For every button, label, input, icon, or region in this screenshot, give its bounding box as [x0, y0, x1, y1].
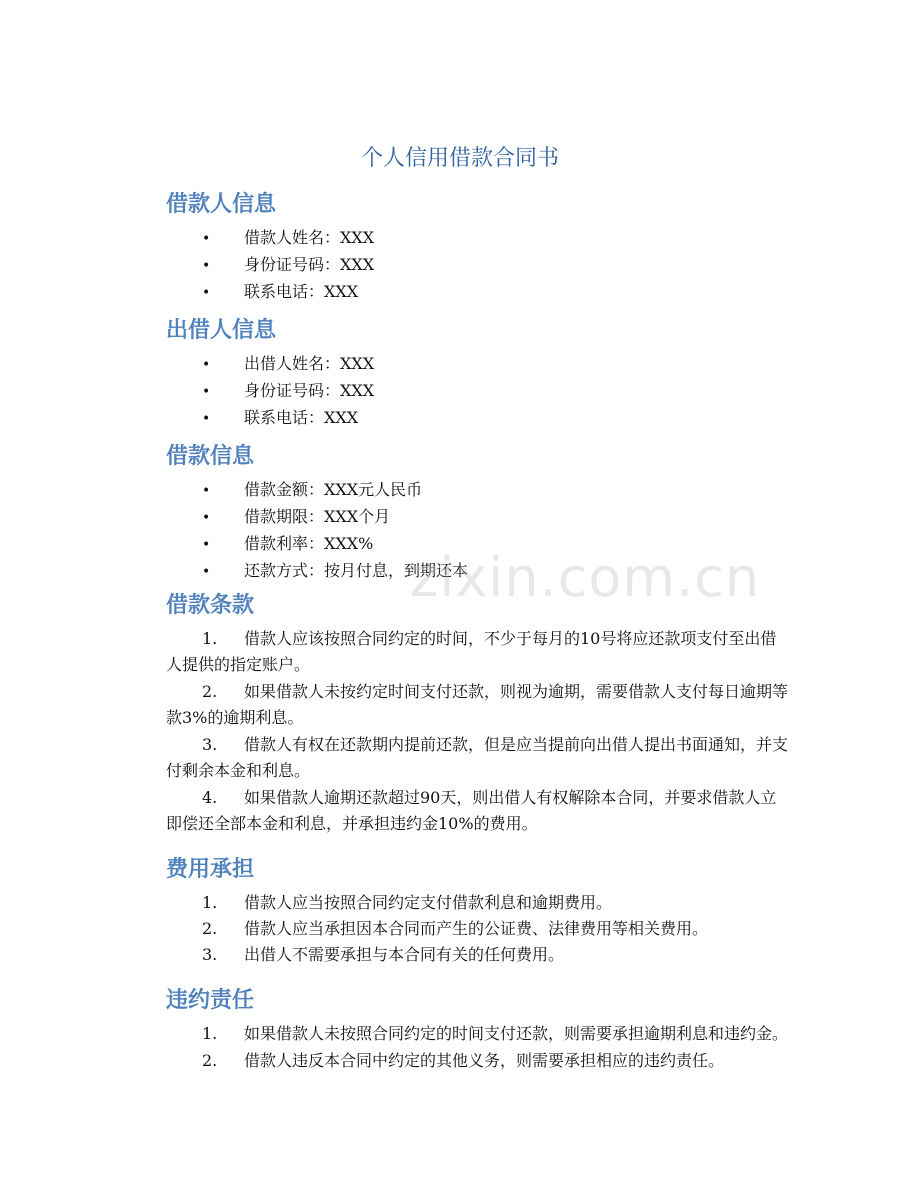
list-item-number: 1.: [202, 629, 218, 648]
list-item: [166, 477, 788, 504]
list-item-text: 出借人姓名：XXX: [244, 354, 375, 373]
borrower-info-section: [166, 190, 788, 306]
lender-info-section: [166, 316, 788, 432]
section-heading-loan: 借款信息: [166, 444, 255, 469]
borrower-info-list: [166, 225, 788, 306]
bullet-icon: •: [202, 564, 211, 580]
list-item-text: 如果借款人未按约定时间支付还款，则视为逾期，需要借款人支付每日逾期等款3%的逾期利息。: [166, 682, 789, 727]
list-item-text: 联系电话：XXX: [244, 408, 359, 427]
list-item-text: 如果借款人未按照合同约定的时间支付还款，则需要承担逾期利息和违约金。: [244, 1024, 789, 1043]
list-item-text: 身份证号码：XXX: [244, 381, 375, 400]
costs-list: [166, 890, 788, 968]
bullet-icon: •: [202, 384, 211, 400]
list-item-text: 借款人姓名：XXX: [244, 228, 375, 247]
document-body: [166, 190, 788, 1084]
list-item-text: 借款期限：XXX个月: [244, 507, 391, 526]
list-item: [166, 890, 788, 916]
list-item: [166, 405, 788, 432]
bullet-icon: •: [202, 231, 211, 247]
list-item: [166, 732, 788, 784]
list-item: [166, 1048, 788, 1074]
list-item-number: 3.: [202, 945, 218, 964]
list-item: [166, 225, 788, 252]
list-item: [166, 785, 788, 837]
list-item-text: 如果借款人逾期还款超过90天，则出借人有权解除本合同，并要求借款人立即偿还全部本金和利息，并承担违约金10%的费用。: [166, 788, 777, 833]
list-item-text: 借款人违反本合同中约定的其他义务，则需要承担相应的违约责任。: [244, 1051, 725, 1070]
section-heading-terms: 借款条款: [166, 593, 255, 618]
bullet-icon: •: [202, 411, 211, 427]
list-item-number: 4.: [202, 788, 218, 807]
list-item-text: 借款金额：XXX元人民币: [244, 480, 423, 499]
liability-list: [166, 1021, 788, 1074]
list-item: [166, 679, 788, 731]
list-item: [166, 504, 788, 531]
list-item-text: 出借人不需要承担与本合同有关的任何费用。: [244, 945, 565, 964]
list-item: [166, 531, 788, 558]
section-heading-liability: 违约责任: [166, 988, 255, 1013]
list-item-text: 还款方式：按月付息，到期还本: [244, 561, 469, 580]
list-item-text: 借款人应该按照合同约定的时间，不少于每月的10号将应还款项支付至出借人提供的指定账户。: [166, 629, 777, 674]
bullet-icon: •: [202, 258, 211, 274]
list-item: [166, 378, 788, 405]
loan-info-list: [166, 477, 788, 585]
bullet-icon: •: [202, 510, 211, 526]
list-item-text: 借款利率：XXX%: [244, 534, 374, 553]
list-item: [166, 626, 788, 678]
list-item: [166, 351, 788, 378]
section-heading-costs: 费用承担: [166, 857, 255, 882]
watermark: zixin.com.cn: [410, 546, 761, 609]
list-item-number: 3.: [202, 735, 218, 754]
bullet-icon: •: [202, 357, 211, 373]
list-item: [166, 252, 788, 279]
list-item-text: 借款人有权在还款期内提前还款，但是应当提前向出借人提出书面通知，并支付剩余本金和利息。: [166, 735, 789, 780]
list-item: [166, 558, 788, 585]
list-item-number: 1.: [202, 893, 218, 912]
list-item-text: 联系电话：XXX: [244, 282, 359, 301]
list-item-number: 2.: [202, 682, 218, 701]
loan-terms-section: [166, 591, 788, 837]
list-item: [166, 1021, 788, 1047]
loan-terms-list: [166, 626, 788, 837]
list-item-text: 借款人应当承担因本合同而产生的公证费、法律费用等相关费用。: [244, 919, 709, 938]
section-heading-lender: 出借人信息: [166, 318, 277, 343]
document-title: 个人信用借款合同书: [360, 146, 559, 171]
liability-section: [166, 986, 788, 1074]
list-item: [166, 279, 788, 306]
list-item-number: 2.: [202, 1051, 218, 1070]
list-item-text: 借款人应当按照合同约定支付借款利息和逾期费用。: [244, 893, 613, 912]
bullet-icon: •: [202, 483, 211, 499]
list-item-number: 2.: [202, 919, 218, 938]
bullet-icon: •: [202, 537, 211, 553]
list-item-number: 1.: [202, 1024, 218, 1043]
lender-info-list: [166, 351, 788, 432]
list-item-text: 身份证号码：XXX: [244, 255, 375, 274]
loan-info-section: [166, 442, 788, 585]
list-item: [166, 916, 788, 942]
bullet-icon: •: [202, 285, 211, 301]
list-item: [166, 942, 788, 968]
section-heading-borrower: 借款人信息: [166, 192, 277, 217]
costs-section: [166, 855, 788, 968]
